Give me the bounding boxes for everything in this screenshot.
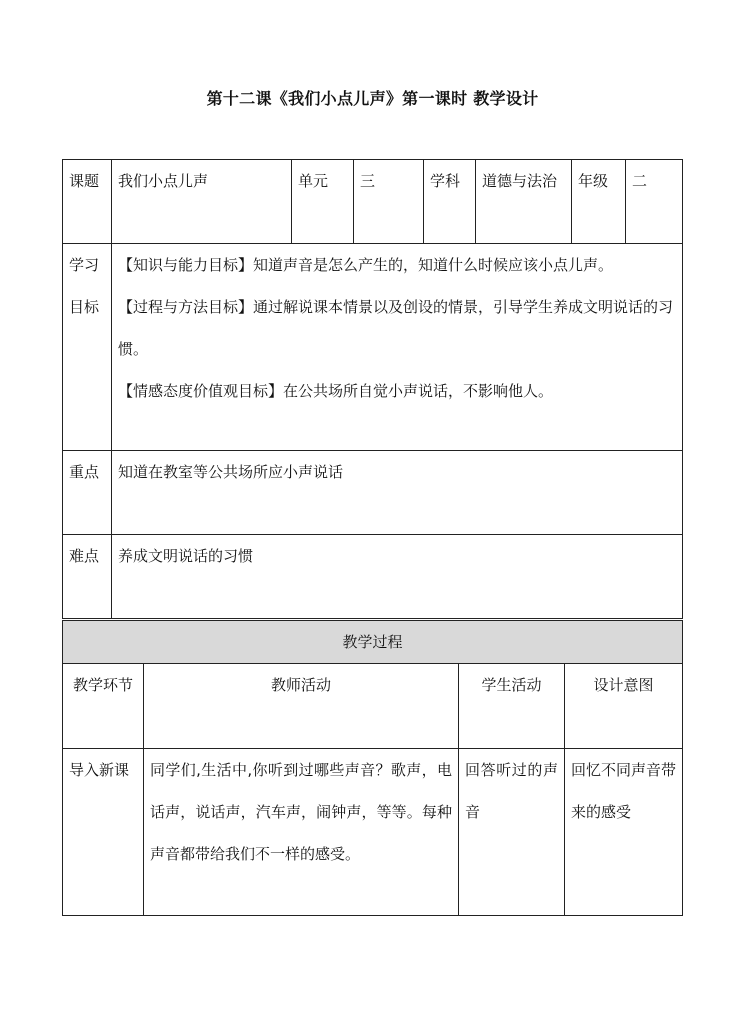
lesson-value: 我们小点儿声: [112, 160, 292, 244]
design-intent-cell: 回忆不同声音带来的感受: [565, 749, 683, 916]
table-row: [63, 749, 683, 916]
difficulty-label: 难点: [63, 535, 112, 619]
grade-label: 年级: [572, 160, 626, 244]
subject-label: 学科: [424, 160, 476, 244]
process-header: 教学过程: [63, 621, 683, 664]
column-header-stage: 教学环节: [63, 664, 144, 749]
lesson-label: 课题: [63, 160, 112, 244]
column-header-row: [63, 664, 683, 749]
goals-content: [112, 244, 683, 451]
key-point-value: 知道在教室等公共场所应小声说话: [112, 451, 683, 535]
goal-process: 【过程与方法目标】通过解说课本情景以及创设的情景，引导学生养成文明说话的习惯。: [118, 298, 674, 358]
process-header-row: [63, 621, 683, 664]
difficulty-row: [63, 535, 683, 619]
grade-value: 二: [626, 160, 683, 244]
goals-row: [63, 244, 683, 451]
info-row: [63, 160, 683, 244]
lesson-info-table: [62, 159, 682, 619]
stage-cell: 导入新课: [63, 749, 144, 916]
column-header-intent: 设计意图: [565, 664, 683, 749]
goals-label: 学习目标: [63, 244, 112, 451]
page-title: 第十二课《我们小点儿声》第一课时 教学设计: [206, 89, 539, 108]
unit-label: 单元: [292, 160, 354, 244]
column-header-teacher: 教师活动: [144, 664, 459, 749]
goal-emotion: 【情感态度价值观目标】在公共场所自觉小声说话，不影响他人。: [118, 382, 554, 400]
student-activity-cell: 回答听过的声音: [459, 749, 565, 916]
difficulty-value: 养成文明说话的习惯: [112, 535, 683, 619]
unit-value: 三: [354, 160, 424, 244]
key-point-label: 重点: [63, 451, 112, 535]
key-point-row: [63, 451, 683, 535]
subject-value: 道德与法治: [476, 160, 572, 244]
goal-knowledge: 【知识与能力目标】知道声音是怎么产生的，知道什么时候应该小点儿声。: [118, 256, 614, 274]
column-header-student: 学生活动: [459, 664, 565, 749]
process-table: [62, 620, 682, 916]
teacher-activity-cell: 同学们,生活中,你听到过哪些声音？歌声，电话声，说话声，汽车声，闹钟声，等等。每种声音都带给我们不一样的感受。: [144, 749, 459, 916]
